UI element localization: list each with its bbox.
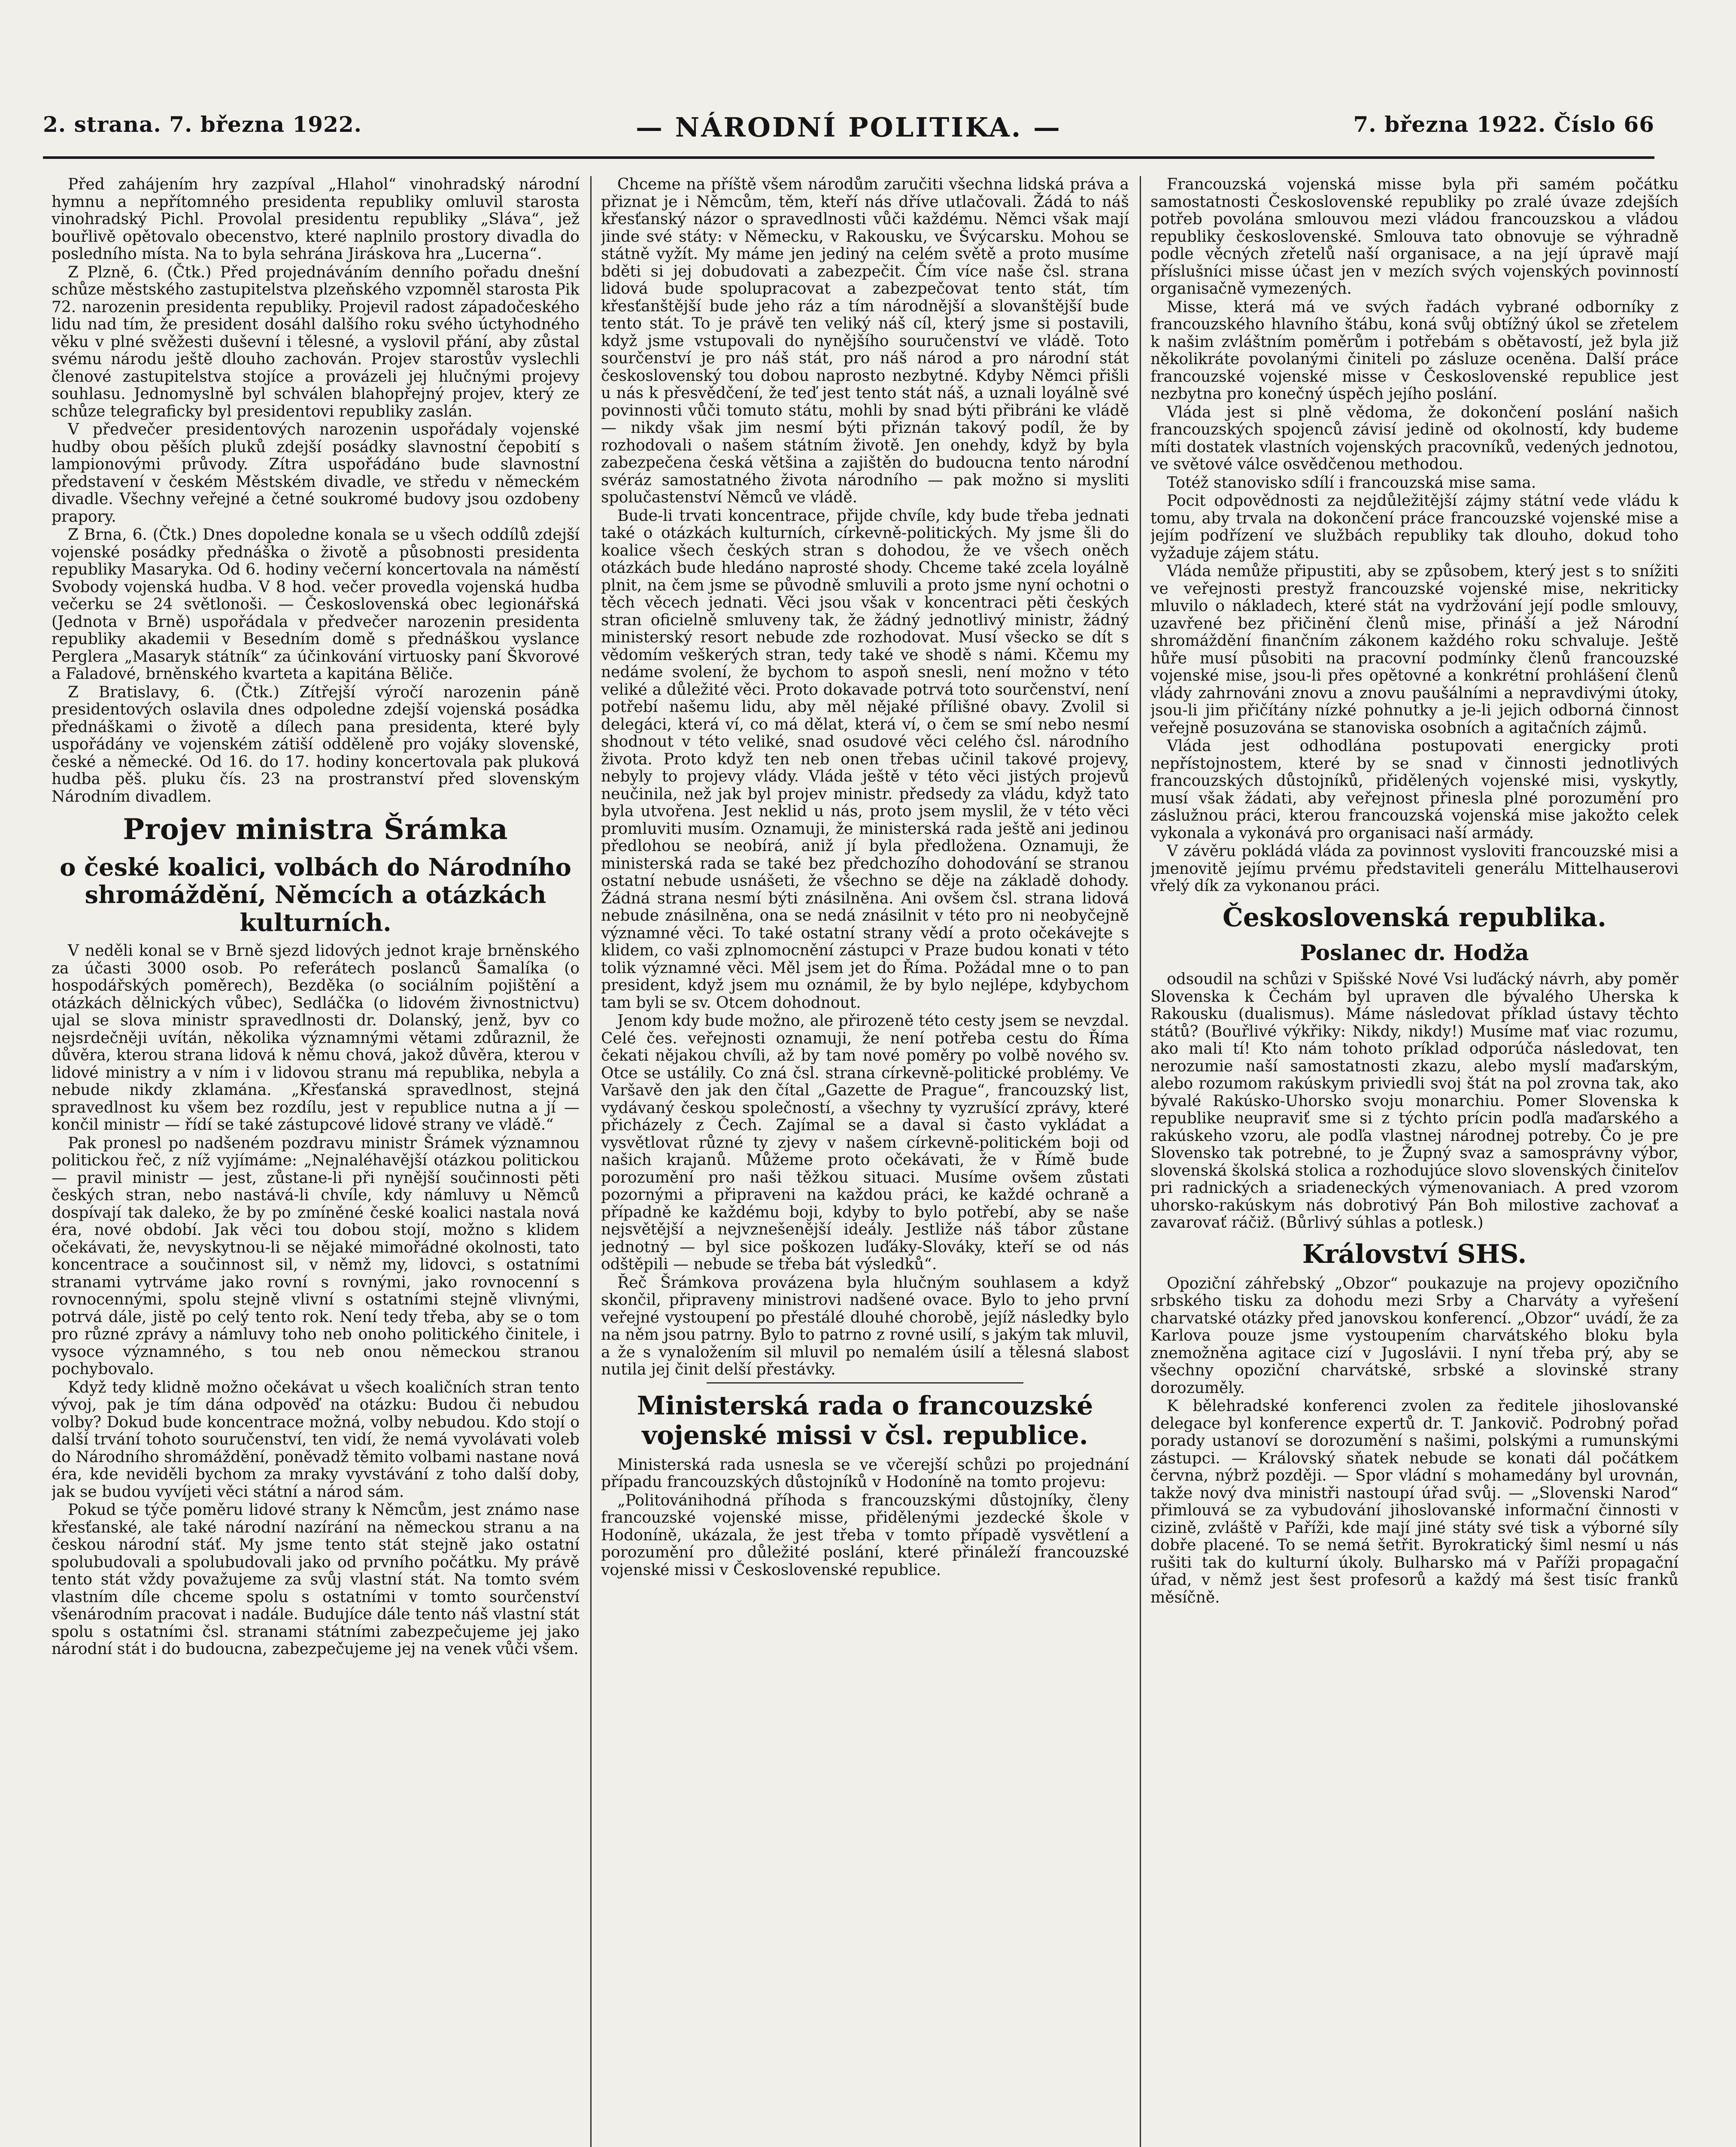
article-paragraph: Chceme na příště všem národům zaručiti všechna lidská práva a přiznat je i Němcům, těm, kteří nás dříve utlačovali. Žádá to náš křesťanský názor o spravedlnosti vůči každému. Němci však mají jinde své státy: v Německu, v Rakousku, ve Švýcarsku. Mohou se státně vyžít. My máme jen jediný na celém světě a proto musíme bděti si jej dobudovati a zabezpečit. Čím více naše čsl. strana lidová bude spolupracovat a zabezpečovat tento stát, tím křesťanštější bude jeho ráz a tím národnější a slovanštější bude tento stát. To je právě ten veliký náš cíl, který jsme si postavili, když jsme vstupovali do nynějšího souručenství ve vládě. Toto sourčenství je pro náš stát, pro náš národ a pro národní stát československý tou dobou naprosto nezbytné. Kdyby Němci přišli u nás k přesvědčení, že teď jest tento stát náš, a uznali loyálně své povinnosti vůči tomuto státu, mohli by snad býti přibráni ke vládě — nikdy však jim nesmí býti přiznán takový podíl, že by rozhodovali o našem státním životě. Jen onehdy, když by byla zabezpečena česká většina a zajištěn do budoucna tento národní svéráz samostatného života národního — pak možno si mysliti spolučastenství Němců ve vládě. — [601, 176, 1129, 506]
article-paragraph: Opoziční záhřebský „Obzor“ poukazuje na projevy opozičního srbského tisku za dohodu mezi Srby a Charváty a vyřešení charvatské otázky před janovskou konferencí. „Obzor“ uvádí, že za Karlova pouze jsme vystoupením charvátského bloku byla znemožněna agitace cizí v Jugoslávii. I nyní třeba prý, aby se všechny opoziční charvátské, srbské a slovinské strany dorozuměly. — [1150, 1274, 1678, 1397]
masthead-title: — NÁRODNÍ POLITIKA. — — [636, 112, 1062, 143]
article-paragraph: V závěru pokládá vláda za povinnost vysloviti francouzské misi a jmenovitě jejímu prvému představiteli generálu Mittelhauserovi vřelý dík za vykonanou práci. — [1150, 842, 1678, 895]
column-3 — [1150, 176, 1678, 2147]
column-1 — [52, 176, 580, 2147]
header-divider — [43, 156, 1654, 159]
header-page-date: 2. strana. 7. března 1922. — [43, 112, 362, 137]
article-paragraph: Ministerská rada usnesla se ve včerejší schůzi po projednání případu francouzských důstojníků v Hodoníně na tomto projevu: — [601, 1456, 1129, 1491]
column-divider — [590, 176, 592, 2147]
section-divider — [707, 1382, 1023, 1384]
article-paragraph: Z Plzně, 6. (Čtk.) Před projednáváním denního pořadu dnešní schůze městského zastupitelstva plzeňského vzpomněl starosta Pik 72. narozenin presidenta republiky. Projevil radost západočeského lidu nad tím, že president dosáhl dalšího roku svého úctyhodného věku v plné svěžesti duševní i tělesné, a vyslovil přání, aby zůstal svému národu ještě dlouho zachován. Projev starostův vyslechli členové zastupitelstva stojíce a provázeli jej hlučnými projevy souhlasu. Jednomyslně byl schválen blahopřejný projev, který ze schůze telegraficky byl presidentovi republiky zaslán. — [52, 263, 580, 420]
page-header — [43, 103, 1654, 163]
article-paragraph: Z Bratislavy, 6. (Čtk.) Zítřejší výročí narozenin páně presidentových oslavila dnes odpoledne zdejší vojenská posádka přednáškami o životě a dílech pana presidenta, které byly uspořádány ve vojenském zátiší odděleně pro vojáky slovenské, české a německé. Od 16. do 17. hodiny koncertovala pak pluková hudba pěš. pluku čís. 23 na prostranství před slovenským Národním divadlem. — [52, 683, 580, 806]
article-paragraph: Jenom kdy bude možno, ale přirozeně této cesty jsem se nevzdal. Celé čes. veřejnosti oznamuji, že není potřeba cestu do Říma čekati nějakou chvíli, až by tam nové poměry po volbě nového sv. Otce se ustálily. Co zná čsl. strana církevně-politické problémy. Ve Varšavě den jak den čítal „Gazette de Prague“, francouzský list, vydávaný českou společností, a všechny ty vyzrušící zprávy, které přicházely z Čech. Zajímal se a daval si často vykládat a vysvětlovat různé ty zjevy v našem církevně-politickém boji od našich krajanů. Můžeme proto očekávati, že v Římě bude porozumění pro naši těžkou situaci. Musíme ovšem zůstati pozornými a připraveni na každou práci, ke každé ochraně a případně ke každému boji, kdyby to bylo potřebí, aby se naše nejsvětější a nejvznešenější ideály. Jestliže náš tábor zůstane jednotný — byl sice poškozen luďáky-Slováky, kteří se od nás odštěpili — nebude se třeba bát výsledků“. — [601, 1012, 1129, 1273]
article-paragraph: Pocit odpovědnosti za nejdůležitější zájmy státní vede vládu k tomu, aby trvala na dokončení práce francouzské vojenské mise a jejím podřízení ve službách republiky tak dlouho, dokud toho vyžaduje zájem státu. — [1150, 492, 1678, 562]
article-subheadline: o české koalici, volbách do Národního shromáždění, Němcích a otázkách kulturních. — [60, 853, 571, 937]
article-paragraph: Bude-li trvati koncentrace, přijde chvíle, kdy bude třeba jednati také o otázkách kulturních, církevně-politických. My jsme šli do koalice všech českých stran s dohodou, že ve všech oněch otázkách bude hledáno naprosté shody. Chceme také zcela loyálně plnit, na čem jsme se původně smluvili a proto jsme nyní ochotni o těch věcech jednati. Věci jsou však v koncentraci pěti českých stran oficielně smluveny tak, že žádný jednotlivý ministr, žádný ministerský resort nebude zde rozhodovat. Musí všecko se dít s vědomím veškerých stran, tedy také ve shodě s námi. Kčemu my nedáme svolení, že bychom to aspoň snesli, není možno v této veliké a důležité věci. Proto dokavade potrvá toto sourčenství, není potřebí našemu lidu, aby měl nějaké přílišné obavy. Zvolil si delegáci, která ví, co má dělat, která ví, o čem se smí nebo nesmí shodnout v této veliké, snad osudové věci celého čsl. národního života. Proto když ten neb onen třebas učinil takové projevy, nebyly to projevy vlády. Vláda ještě v této věci jistých projevů neučinila, než jak byl projev ministr. předsedy za vládu, když tato byla utvořena. Jest neklid u nás, proto jsem myslil, že v této věci promluviti musím. Oznamuji, že ministerská rada ještě ani jedinou předlohou se neobírá, aniž jí byla předložena. Oznamuji, že ministerská rada se také bez předchozího dohodování se stranou ostatní nebude usnášeti, že všechno se děje na základě dohody. Žádná strana nesmí býti znásilněna. Ani ovšem čsl. strana lidová nebude znásilněna, ona se nedá znásilnit v této pro ni neobyčejně významné věci. To také ostatní strany vědí a proto očekávejte s klidem, co vaši zplnomocnění zástupci v Praze budou konati v této tolik významné věci. Měl jsem jet do Říma. Požádal mne o to pan president, když jsem mu oznámil, že by bylo nejlépe, kdybychom tam byli se sv. Otcem dohodnout. — [601, 507, 1129, 1012]
article-paragraph: Misse, která má ve svých řadách vybrané odborníky z francouzského hlavního štábu, koná svůj obtížný úkol se zřetelem k našim zvláštním poměrům i potřebám s obětavostí, jež byla již několikráte povolanými činiteli po zásluze oceněna. Další práce francouzské vojenské misse v Československé republice jest nezbytna pro konečný úspěch jejího poslání. — [1150, 298, 1678, 403]
article-paragraph: K bělehradské konferenci zvolen za ředitele jihoslovanské delegace byl konference expertů dr. T. Jankovič. Podrobný pořad porady ustanoví se dorozumění s našimi, polskými a rumunskými zástupci. — Královský sňatek nebude se konati dál počátkem června, nýbrž později. — Spor vládní s mohamedány byl urovnán, takže nový dva ministři nastoupí úřad svůj. — „Slovenski Narod“ přimlouvá se za vybudování jihoslovanské informační činnosti v cizině, zvláště v Paříži, kde mají jiné státy své tisk a výborné síly dobře placené. To se nemá šetřit. Byrokratický šiml nesmí u nás rušiti tak do kulturní úkoly. Bulharsko má v Paříži propagační úřad, v němž jest šest profesorů a každý má šest tisíc franků měsíčně. — [1150, 1397, 1678, 1606]
article-paragraph: Řeč Šrámkova provázena byla hlučným souhlasem a když skončil, připraveny ministrovi nadšené ovace. Bylo to jeho první veřejné vystoupení po přestálé dlouhé chorobě, jejíž následky bylo na něm jsou patrny. Bylo to patrno z rovné usilí, s jakým tak mluvil, a že s vynaložením sil mluvil po nemalém úsilí a tělesná slabost nutila jej činit delší přestávky. — [601, 1274, 1129, 1378]
section-headline: Československá republika. — [1223, 902, 1606, 933]
article-paragraph: Pokud se týče poměru lidové strany k Němcům, jest známo nase křesťanské, ale také národní nazírání na německou stranu a na českou národní stáť. My jsme tento stát stejně jako ostatní spolubudovali a spolubudovali jako od prvního počátku. My právě tento stát vždy považujeme za svůj vlastní stát. Na tomto svém vlastním díle chceme spolu s ostatními v tomto sourčenství všenárodním pracovat i nadále. Budujíce dále tento náš vlastní stát spolu s ostatními čsl. stranami státními zabezpečujeme jej jako národní stát i do budoucna, zabezpečujeme jej na venek vůči všem. — [52, 1501, 580, 1658]
header-issue-number: 7. března 1922. Číslo 66 — [1353, 112, 1654, 137]
column-divider — [1140, 176, 1141, 2147]
article-paragraph: Vláda nemůže připustiti, aby se způsobem, který jest s to snížiti ve veřejnosti prestyž francouzské vojenské mise, nekriticky mluvilo o nákladech, které stát na vydržování její podle smlouvy, uzavřené bez přičinění členů mise, přináší a jež Národní shromáždění finančním zákonem každého roku schvaluje. Ještě hůře musí působiti na pracovní podmínky členů francouzské vojenské mise, jsou-li přes opětovné a konkrétní prohlášení členů vlády zahrnováni znovu a znovu paušálními a nepravdivými útoky, jsou-li jim přičítány nízké pohnutky a je-li jejich odborná činnost veřejně posuzována se stanoviska osobních a agitačních zájmů. — [1150, 563, 1678, 737]
article-paragraph: V neděli konal se v Brně sjezd lidových jednot kraje brněnského za účasti 3000 osob. Po referátech poslanců Šamalíka (o hospodářských poměrech), Bezděka (o sociálním pojištění a otázkách dělnických vůbec), Sedláčka (o lidovém živnostnictvu) ujal se slova ministr spravedlnosti dr. Dolanský, jenž, byv co nejsrdečněji uvítán, několika významnými větami zdůraznil, že důvěra, kterou strana lidová k němu chová, jakož důvěra, kterou v lidové ministry a v ním i v lidovou stranu má republika, nebyla a nebude nikdy zklamána. „Křesťanská spravedlnost, stejná spravedlnost ku všem bez rozdílu, jest v republice nutna a jí — končil ministr — řídí se také zástupcové lidové strany ve vládě.“ — [52, 942, 580, 1134]
article-paragraph: V předvečer presidentových narozenin uspořádaly vojenské hudby obou pěších pluků zdejší posádky slavnostní čepobití s lampionovými průvody. Zítra uspořádáno bude slavnostní představení v českém Městském divadle, ve středu v německém divadle. Všechny veřejné a četné soukromé budovy jsou ozdobeny prapory. — [52, 421, 580, 526]
article-paragraph: Vláda jest si plně vědoma, že dokončení poslání našich francouzských spojenců závisí jedině od okolností, kdy budeme míti dostatek vlastních vojenských pracovníků, vedených jednotou, ve světové válce osvědčenou methodou. — [1150, 403, 1678, 473]
article-headline: Ministerská rada o francouzské vojenské missi v čsl. republice. — [637, 1390, 1093, 1451]
article-headline: Projev ministra Šrámka — [123, 812, 508, 846]
article-headline: Poslanec dr. Hodža — [1300, 940, 1529, 965]
article-paragraph: Pak pronesl po nadšeném pozdravu ministr Šrámek významnou politickou řeč, z níž vyjímáme: „Nejnaléhavější otázkou politickou — pravil ministr — jest, zůstane-li při nynější součinnosti pěti českých stran, nebo nastává-li chvíle, kdy námluvy u Němců dospívají tak daleko, že by po zmíněné české koalici nastala nová éra, nové období. Jak věci tou dobou stojí, možno s klidem očekávati, že, nevyskytnou-li se nějaké mimořádné okolnosti, tato koncentrace a součinnost sil, v němž my, lidovci, s ostatními stranami vytrváme jako rovní s rovnými, jako rovnocenní s rovnocennými, spolu stejně vlivní s ostatními stejně vlivnými, potrvá dále, jistě po celý tento rok. Není tedy třeba, aby se o tom pro různé zprávy a námluvy toho neb onoho politického činitele, i vysoce významného, s tou neb onou německou stranou pochybovalo. — [52, 1134, 580, 1378]
column-2 — [601, 176, 1129, 2147]
article-paragraph: Totéž stanovisko sdílí i francouzská mise sama. — [1167, 474, 1536, 492]
article-paragraph: „Politovánihodná příhoda s francouzskými důstojníky, členy francouzské vojenské misse, přidělenými jezdecké škole v Hodoníně, ukázala, že jest třeba v tomto případě vysvětlení a porozumění pro důležité poslání, které přináleží francouzské vojenské missi v Československé republice. — [601, 1491, 1129, 1579]
article-paragraph: Z Brna, 6. (Čtk.) Dnes dopoledne konala se u všech oddílů zdejší vojenské posádky přednáška o životě a působnosti presidenta republiky Masaryka. Od 6. hodiny večerní koncertovala na náměstí Svobody vojenská hudba. V 8 hod. večer provedla vojenská hudba večerku se 24 světlonoši. — Československá obec legionářská (Jednota v Brně) uspořádala v předvečer narozenin presidenta republiky akademii v Besedním domě s přednáškou vyslance Perglera „Masaryk státník“ za účinkování virtuosky paní Škvorové a Faladové, brněnského kvarteta a kapitána Běliče. — [52, 526, 580, 683]
article-paragraph: Francouzská vojenská misse byla při samém počátku samostatnosti Československé republiky po zralé úvaze zdejších potřeb povolána smlouvou mezi vládou francouzskou a vládou republiky československé. Smlouva tato obnovuje se výhradně podle věcných zřetelů naší organisace, a na její úpravě mají příslušníci misse účast jen v mezích svých vojenských povinností organisačně vymezených. — [1150, 176, 1678, 298]
section-headline: Království SHS. — [1302, 1239, 1527, 1269]
article-paragraph: Před zahájením hry zazpíval „Hlahol“ vinohradský národní hymnu a nepřítomného presidenta republiky omluvil starosta vinohradský Pichl. Provolal presidentu republiky „Sláva“, jež bouřlivě opětovalo obecenstvo, které naplnilo prostory divadla do posledního místa. Na to byla sehrána Jiráskova hra „Lucerna“. — [52, 176, 580, 263]
article-paragraph: Když tedy klidně možno očekávat u všech koaličních stran tento vývoj, pak je tím dána odpověď na otázku: Budou či nebudou volby? Dokud bude koncentrace možná, volby nebudou. Kdo stojí o další trvání tohoto souručenství, ten vidí, že nemá vyvolávati voleb do Národního shromáždění, poněvadž těmito volbami nastane nová éra, kde neviděli bychom za mraky vyvstávání z toho další doby, jak se budou vyvíjeti věci státní a národ sám. — [52, 1378, 580, 1501]
article-paragraph: odsoudil na schůzi v Spišské Nové Vsi luďácký návrh, aby poměr Slovenska k Čechám byl upraven dle bývalého Uherska k Rakousku (dualismus). Máme následovat příklad ústavy těchto států? (Bouřlivé výkřiky: Nikdy, nikdy!) Musíme mať viac rozumu, ako mali tí! Kto nám tohoto príklad odporúča následovat, ten nerozumie naší samostatnosti zkazu, alebo myslí maďarským, alebo rozumom rakúskym priviedli svoj štát na pol zrovna tak, ako bývalé Rakúsko-Uhorsko svoju monarchiu. Pomer Slovenska k republike neupraviť sme si z týchto prícin podľa maďarského a rakúskeho vzoru, ale podľa vlastnej národnej potreby. Čo je pre Slovensko tak potrebné, to je Župný svaz a samosprávny výbor, slovenská školská stolica a rozhodujúce slovo slovenských činiteľov pri radnických a sriadeneckých výmenovaniach. A pred vzorom uhorsko-rakúskym nás dobrotivý Pán Boh milostive zachovať a zavarovať ráčiž. (Bůrlivý súhlas a potlesk.) — [1150, 970, 1678, 1232]
article-paragraph: Vláda jest odhodlána postupovati energicky proti nepřístojnostem, které by se snad v činnosti jednotlivých francouzských důstojníků, přidělených vojenské misi, vyskytly, musí však žádati, aby veřejnost přinesla plné porozumění pro záslužnou práci, kterou francouzská vojenská mise jakožto celek vykonala a vykonává pro organisaci naší armády. — [1150, 737, 1678, 842]
